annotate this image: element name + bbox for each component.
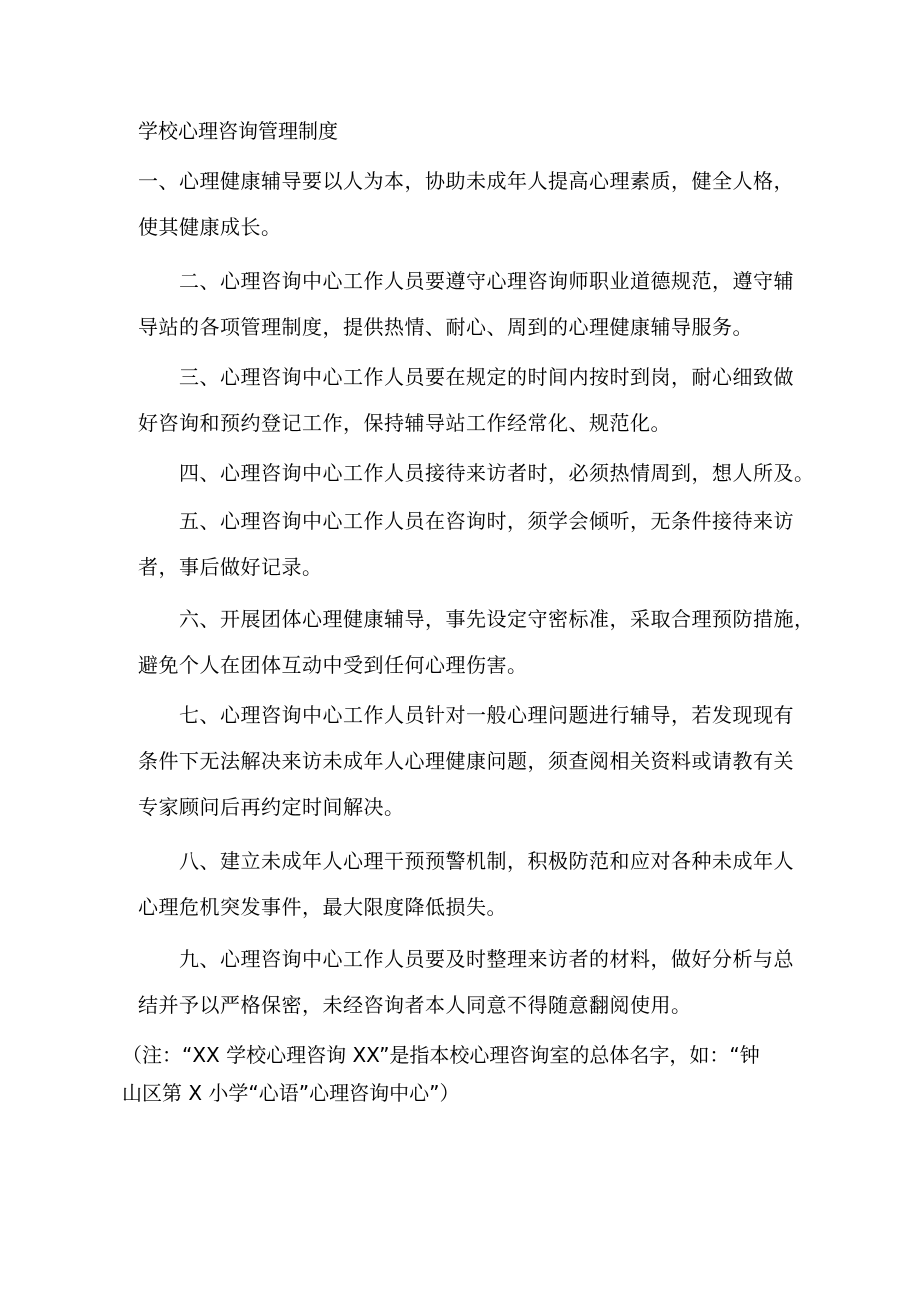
paragraph-line: 五、心理咨询中心工作人员在咨询时，须学会倾听，无条件接待来访 (179, 509, 794, 533)
paragraph-line: 七、心理咨询中心工作人员针对一般心理问题进行辅导，若发现现有 (179, 703, 794, 727)
paragraph-line: 避免个人在团体互动中受到任何心理伤害。 (138, 653, 528, 677)
paragraph-line: 四、心理咨询中心工作人员接待来访者时，必须热情周到，想人所及。 (179, 461, 815, 485)
paragraph-line: 心理危机突发事件，最大限度降低损失。 (138, 895, 507, 919)
paragraph-7 (138, 692, 798, 830)
paragraph-3 (138, 354, 798, 446)
paragraph-line: 好咨询和预约登记工作，保持辅导站工作经常化、规范化。 (138, 411, 671, 435)
footnote-line: 山区第 X 小学“心语”心理咨询中心”） (122, 1081, 460, 1105)
paragraph-8 (138, 838, 798, 930)
footnote (122, 1036, 802, 1112)
paragraph-line: 二、心理咨询中心工作人员要遵守心理咨询师职业道德规范，遵守辅 (179, 269, 794, 293)
document-title: 学校心理咨询管理制度 (138, 119, 338, 143)
paragraph-2 (138, 258, 798, 350)
paragraph-line: 六、开展团体心理健康辅导，事先设定守密标准，采取合理预防措施， (179, 607, 815, 631)
paragraph-line: 导站的各项管理制度，提供热情、耐心、周到的心理健康辅导服务。 (138, 315, 753, 339)
paragraph-line: 一、心理健康辅导要以人为本，协助未成年人提高心理素质，健全人格， (138, 169, 794, 193)
footnote-line: （注：“XX 学校心理咨询 XX”是指本校心理咨询室的总体名字，如：“钟 (122, 1043, 760, 1067)
paragraph-line: 九、心理咨询中心工作人员要及时整理来访者的材料，做好分析与总 (179, 947, 794, 971)
paragraph-line: 者，事后做好记录。 (138, 555, 323, 579)
paragraph-line: 使其健康成长。 (138, 215, 282, 239)
paragraph-1 (138, 158, 798, 250)
paragraph-line: 条件下无法解决来访未成年人心理健康问题，须查阅相关资料或请教有关 (138, 749, 794, 773)
paragraph-line: 八、建立未成年人心理干预预警机制，积极防范和应对各种未成年人 (179, 849, 794, 873)
paragraph-line: 专家顾问后再约定时间解决。 (138, 795, 405, 819)
paragraph-5 (138, 498, 798, 590)
paragraph-9 (138, 936, 798, 1028)
paragraph-6 (138, 596, 815, 688)
paragraph-4 (138, 450, 815, 496)
paragraph-line: 三、心理咨询中心工作人员要在规定的时间内按时到岗，耐心细致做 (179, 365, 794, 389)
paragraph-line: 结并予以严格保密，未经咨询者本人同意不得随意翻阅使用。 (138, 993, 692, 1017)
